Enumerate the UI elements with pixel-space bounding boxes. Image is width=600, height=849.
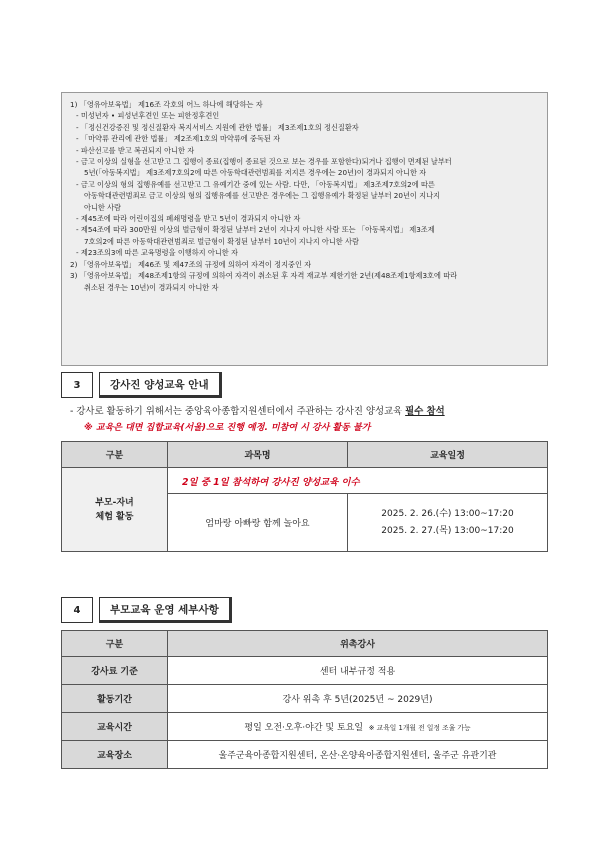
row-head-activity: 부모-자녀 체험 활동 [62, 468, 168, 552]
header-instructor: 위촉강사 [168, 631, 548, 657]
time-value: 평일 오전·오후·야간 및 토요일 [244, 723, 364, 733]
attendance-highlight: 2일 중 1일 참석하여 강사진 양성교육 이수 [168, 468, 548, 494]
row-label-time: 교육시간 [62, 713, 168, 741]
header-schedule: 교육일정 [348, 442, 548, 468]
section-3-title: 강사진 양성교육 안내 [99, 372, 222, 398]
note-line: - 「정신건강증진 및 정신질환자 복지서비스 지원에 관한 법률」 제3조제1호의 정신질환자 [76, 122, 359, 132]
schedule-cell [348, 494, 548, 552]
section-3-header [61, 372, 222, 398]
section-4-title: 부모교육 운영 세부사항 [99, 597, 232, 623]
subject-name: 엄마랑 아빠랑 함께 놀아요 [168, 494, 348, 552]
note-line: - 제54조에 따라 300만원 이상의 벌금형이 확정된 날부터 2년이 지나지 아니한 사람 또는 「아동복지법」 제3조제 [76, 225, 435, 235]
header-category-2: 구분 [62, 631, 168, 657]
note-line: 아동학대관련범죄로 금고 이상의 형의 집행유예를 선고받은 경우에는 그 집행유예가 확정된 날부터 20년이 지나지 [84, 191, 440, 201]
operation-details-table [61, 630, 548, 769]
section-4-header [61, 597, 232, 623]
section-3-number: 3 [61, 372, 93, 398]
row-value-period: 강사 위촉 후 5년(2025년 ~ 2029년) [168, 685, 548, 713]
schedule-date-1: 2025. 2. 26.(수) 13:00~17:20 [381, 508, 514, 519]
note-line: - 금고 이상의 형의 집행유예를 선고받고 그 유예기간 중에 있는 사람. 다만, 「아동복지법」 제3조제7호의2에 따른 [76, 179, 435, 189]
section-3-warning: ※ 교육은 대면 집합교육(서울)으로 진행 예정. 미참여 시 강사 활동 불가 [84, 423, 371, 433]
section-4-number: 4 [61, 597, 93, 623]
eligibility-notes-box [61, 92, 548, 366]
note-line: - 제23조의3에 따른 교육명령을 이행하지 아니한 자 [76, 248, 238, 258]
lead-text: - 강사로 활동하기 위해서는 중앙육아종합지원센터에서 주관하는 강사진 양성교육 [70, 406, 406, 417]
note-line: - 파산선고를 받고 복권되지 아니한 자 [76, 145, 195, 155]
header-category: 구분 [62, 442, 168, 468]
row-label-fee: 강사료 기준 [62, 657, 168, 685]
section-3-lead [70, 403, 445, 417]
note-line: 1) 「영유아보육법」 제16조 각호의 어느 하나에 해당하는 자 [70, 100, 263, 109]
row-value-fee: 센터 내부규정 적용 [168, 657, 548, 685]
note-line: - 금고 이상의 실형을 선고받고 그 집행이 종료(집행이 종료된 것으로 보는 경우를 포함한다)되거나 집행이 면제된 날부터 [76, 157, 452, 167]
note-line: 3) 「영유아보육법」 제48조제1항의 규정에 의하여 자격이 취소된 후 자격 재교부 제한기한 2년(제48조제1항제3호에 따라 [70, 271, 458, 281]
row-label-period: 활동기간 [62, 685, 168, 713]
note-line: 2) 「영유아보육법」 제46조 및 제47조의 규정에 의하여 자격이 정지중인 자 [70, 259, 312, 269]
note-line: 7호의2에 따른 아동학대관련범죄로 벌금형이 확정된 날부터 10년이 지나지 아니한 사람 [84, 236, 359, 246]
time-note: ※ 교육일 1개월 전 일정 조율 가능 [368, 724, 471, 732]
note-line: - 미성년자 • 피성년후견인 또는 피한정후견인 [76, 111, 220, 121]
training-schedule-table [61, 441, 548, 552]
lead-bold-text: 필수 참석 [405, 406, 445, 417]
note-line: 취소된 경우는 10년)이 경과되지 아니한 자 [84, 282, 219, 292]
note-line: - 제45조에 따라 어린이집의 폐쇄명령을 받고 5년이 경과되지 아니한 자 [76, 214, 301, 224]
note-line: 아니한 사람 [84, 202, 122, 212]
note-line: - 「마약류 관리에 관한 법률」 제2조제1호의 마약류에 중독된 자 [76, 134, 281, 144]
note-line: 5년(「아동복지법」 제3조제7호의2에 따른 아동학대관련범죄를 저지른 경우에는 20년)이 경과되지 아니한 자 [84, 168, 427, 178]
header-subject: 과목명 [168, 442, 348, 468]
schedule-date-2: 2025. 2. 27.(목) 13:00~17:20 [381, 525, 514, 536]
row-value-time [168, 713, 548, 741]
row-value-place: 울주군육아종합지원센터, 온산·온양육아종합지원센터, 울주군 유관기관 [168, 741, 548, 769]
row-label-place: 교육장소 [62, 741, 168, 769]
